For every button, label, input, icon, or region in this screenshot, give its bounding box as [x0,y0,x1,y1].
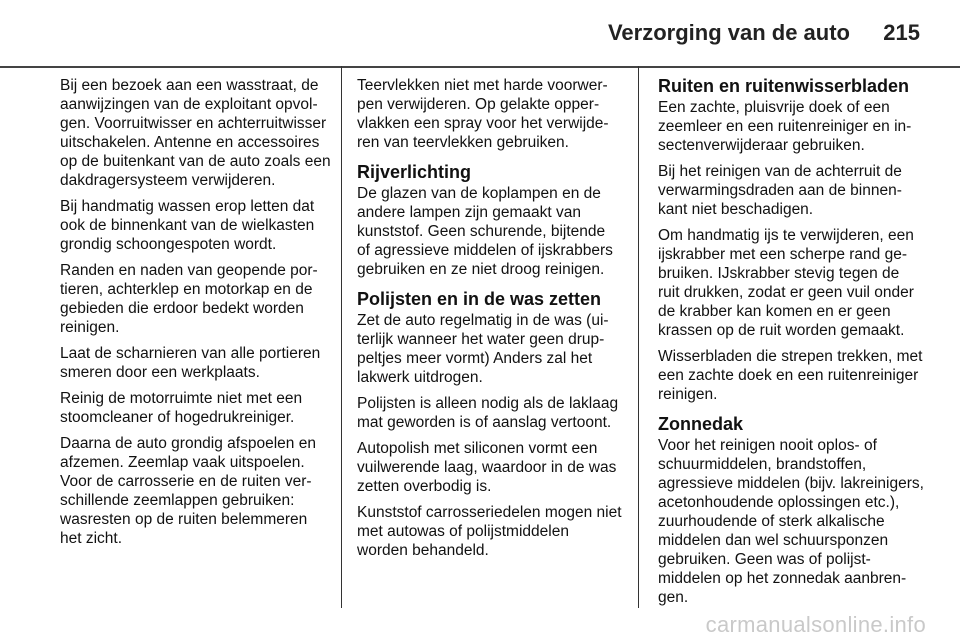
paragraph-randen-naden: Randen en naden van geopende portieren, achterklep en motorkap en de gebieden die erdoor bedekt worden reinigen. [60,262,318,336]
heading-rijverlichting: Rijverlichting [357,162,472,182]
paragraph-handmatig-wassen: Bij handmatig wassen erop letten dat ook de binnenkant van de wielkasten grondig schoongespoten wordt. [60,198,315,253]
paragraph-polijsten-1: Zet de auto regelmatig in de was (uiterlijk wanneer het water geen druppeltjes meer vormt) Anders zal het lakwerk uitdrogen. [357,312,609,386]
paragraph-teervlekken: Teervlekken niet met harde voorwerpen verwijderen. Op gelakte oppervlakken een spray voor het verwijderen van teervlekken gebruiken. [357,77,609,151]
paragraph-motorruimte: Reinig de motorruimte niet met een stoomcleaner of hogedrukreiniger. [60,390,303,426]
paragraph-ruiten-1: Een zachte, pluisvrije doek of een zeemleer en een ruitenreiniger en insectenverwijderaar gebruiken. [658,99,912,154]
section-title: Verzorging van de auto [607,20,850,45]
column-2 [357,76,622,567]
paragraph-polijsten-4: Kunststof carrosseriedelen mogen niet met autowas of polijstmiddelen worden behandeld. [357,504,622,559]
heading-ruiten: Ruiten en ruitenwisserbladen [658,76,910,96]
page-number: 215 [883,20,920,45]
paragraph-wasstraat: Bij een bezoek aan een wasstraat, de aanwijzingen van de exploitant opvolgen. Voorruitwisser en achterruitwisser uitschakelen. Antenne en accessoires op de buitenkant van de auto zoals een dakdragersysteem verwijderen. [60,77,331,189]
heading-zonnedak: Zonnedak [658,414,744,434]
paragraph-afspoelen: Daarna de auto grondig afspoelen en afzemen. Zeemlap vaak uitspoelen. Voor de carrosserie en de ruiten verschillende zeemlappen gebruiken: wasresten op de ruiten belemmeren het zicht. [60,435,316,547]
heading-polijsten: Polijsten en in de was zetten [357,289,602,309]
column-divider-left [341,66,342,608]
paragraph-rijverlichting: De glazen van de koplampen en de andere lampen zijn gemaakt van kunststof. Geen schurende, bijtende of agressieve middelen of ijskrabbers gebruiken en ze niet droog reinigen. [357,185,613,278]
watermark: carmanualsonline.info [705,612,926,637]
column-1 [60,76,332,555]
paragraph-ruiten-2: Bij het reinigen van de achterruit de verwarmingsdraden aan de binnenkant niet beschadigen. [658,163,902,218]
header-rule [0,66,960,68]
paragraph-polijsten-2: Polijsten is alleen nodig als de laklaag mat geworden is of aanslag vertoont. [357,395,619,431]
page-header [0,0,960,66]
paragraph-ruiten-4: Wisserbladen die strepen trekken, met een zachte doek en een ruitenreiniger reinigen. [658,348,923,403]
paragraph-zonnedak: Voor het reinigen nooit oplos- of schuurmiddelen, brandstoffen, agressieve middelen (bijv. lakreinigers, acetonhoudende oplossingen etc.), zuurhoudende of sterk alkalische middelen dan wel schuursponzen gebruiken. Geen was of polijstmiddelen op het zonnedak aanbrengen. [658,437,924,606]
paragraph-scharnieren: Laat de scharnieren van alle portieren smeren door een werkplaats. [60,345,321,381]
column-divider-right [638,66,639,608]
paragraph-polijsten-3: Autopolish met siliconen vormt een vuilwerende laag, waardoor in de was zetten overbodig is. [357,440,617,495]
paragraph-ruiten-3: Om handmatig ijs te verwijderen, een ijskrabber met een scherpe rand gebruiken. IJskrabber stevig tegen de ruit drukken, zodat er geen vuil onder de krabber kan komen en er geen krassen op de ruit worden gemaakt. [658,227,914,339]
column-3 [658,76,924,614]
